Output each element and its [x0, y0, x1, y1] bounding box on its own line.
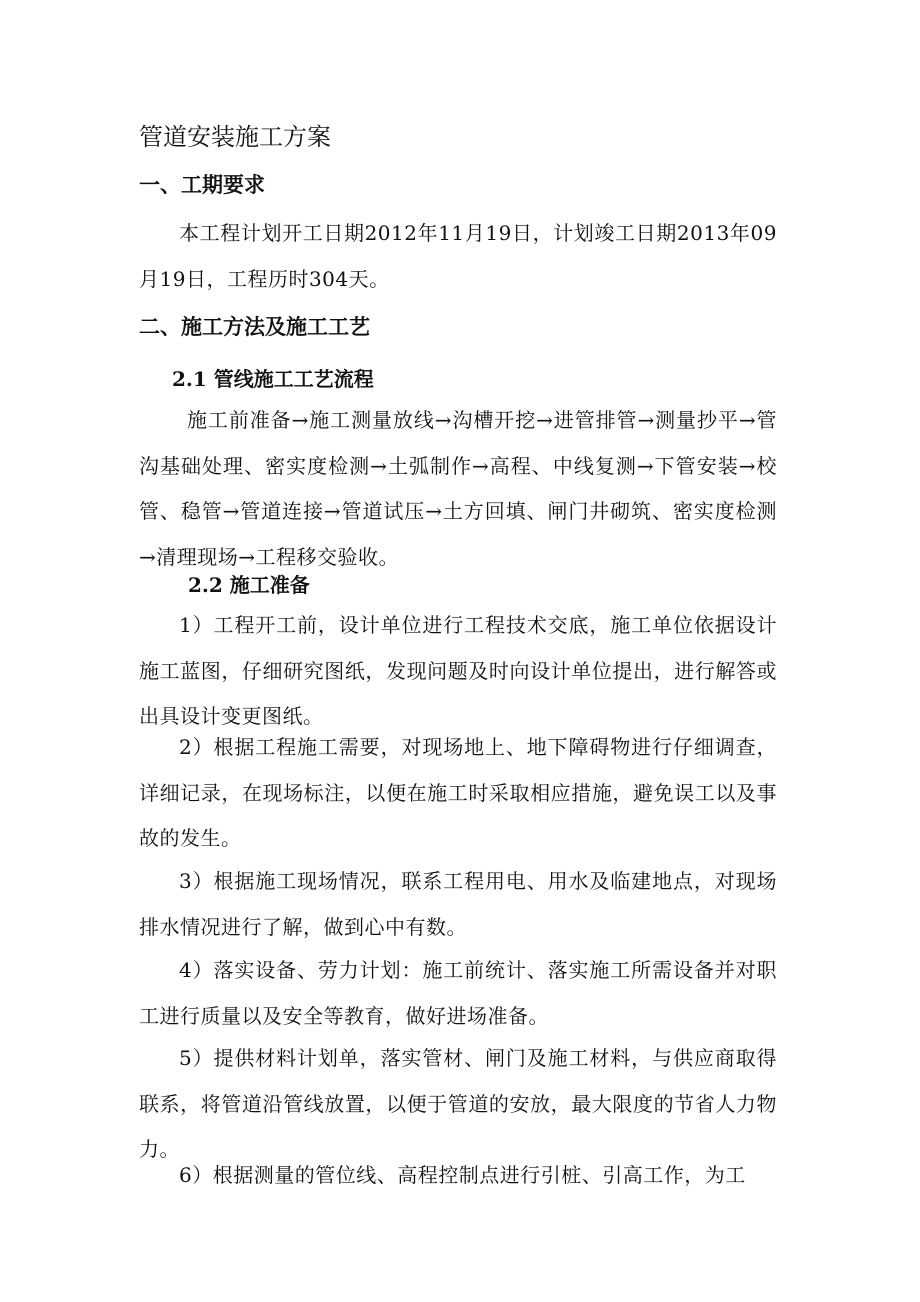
preparation-item-3: 3）根据施工现场情况，联系工程用电、用水及临建地点，对现场排水情况进行了解，做到心中有数。	[139, 869, 777, 939]
subsection-heading-preparation: 2.2 施工准备	[188, 573, 310, 597]
process-flow-paragraph: 施工前准备→施工测量放线→沟槽开挖→进管排管→测量抄平→管沟基础处理、密实度检测→土弧制作→高程、中线复测→下管安装→校管、稳管→管道连接→管道试压→土方回填、闸门井砌筑、密实度检测→清理现场→工程移交验收。	[139, 408, 777, 569]
document-title: 管道安装施工方案	[139, 123, 331, 151]
section-heading-methods: 二、施工方法及施工工艺	[139, 314, 370, 339]
subsection-heading-process-flow: 2.1 管线施工工艺流程	[172, 367, 374, 391]
preparation-item-1: 1）工程开工前，设计单位进行工程技术交底，施工单位依据设计施工蓝图，仔细研究图纸，发现问题及时向设计单位提出，进行解答或出具设计变更图纸。	[139, 613, 777, 728]
preparation-item-5: 5）提供材料计划单，落实管材、闸门及施工材料，与供应商取得联系，将管道沿管线放置，以便于管道的安放，最大限度的节省人力物力。	[139, 1046, 777, 1161]
section-heading-schedule: 一、工期要求	[139, 172, 265, 197]
preparation-item-2: 2）根据工程施工需要，对现场地上、地下障碍物进行仔细调查，详细记录，在现场标注，以便在施工时采取相应措施，避免误工以及事故的发生。	[139, 735, 777, 850]
preparation-item-6: 6）根据测量的管位线、高程控制点进行引桩、引高工作，为工	[179, 1163, 746, 1187]
schedule-paragraph: 本工程计划开工日期2012年11月19日，计划竣工日期2013年09月19日，工程历时304天。	[139, 221, 777, 291]
preparation-item-4: 4）落实设备、劳力计划：施工前统计、落实施工所需设备并对职工进行质量以及安全等教育，做好进场准备。	[139, 958, 777, 1028]
